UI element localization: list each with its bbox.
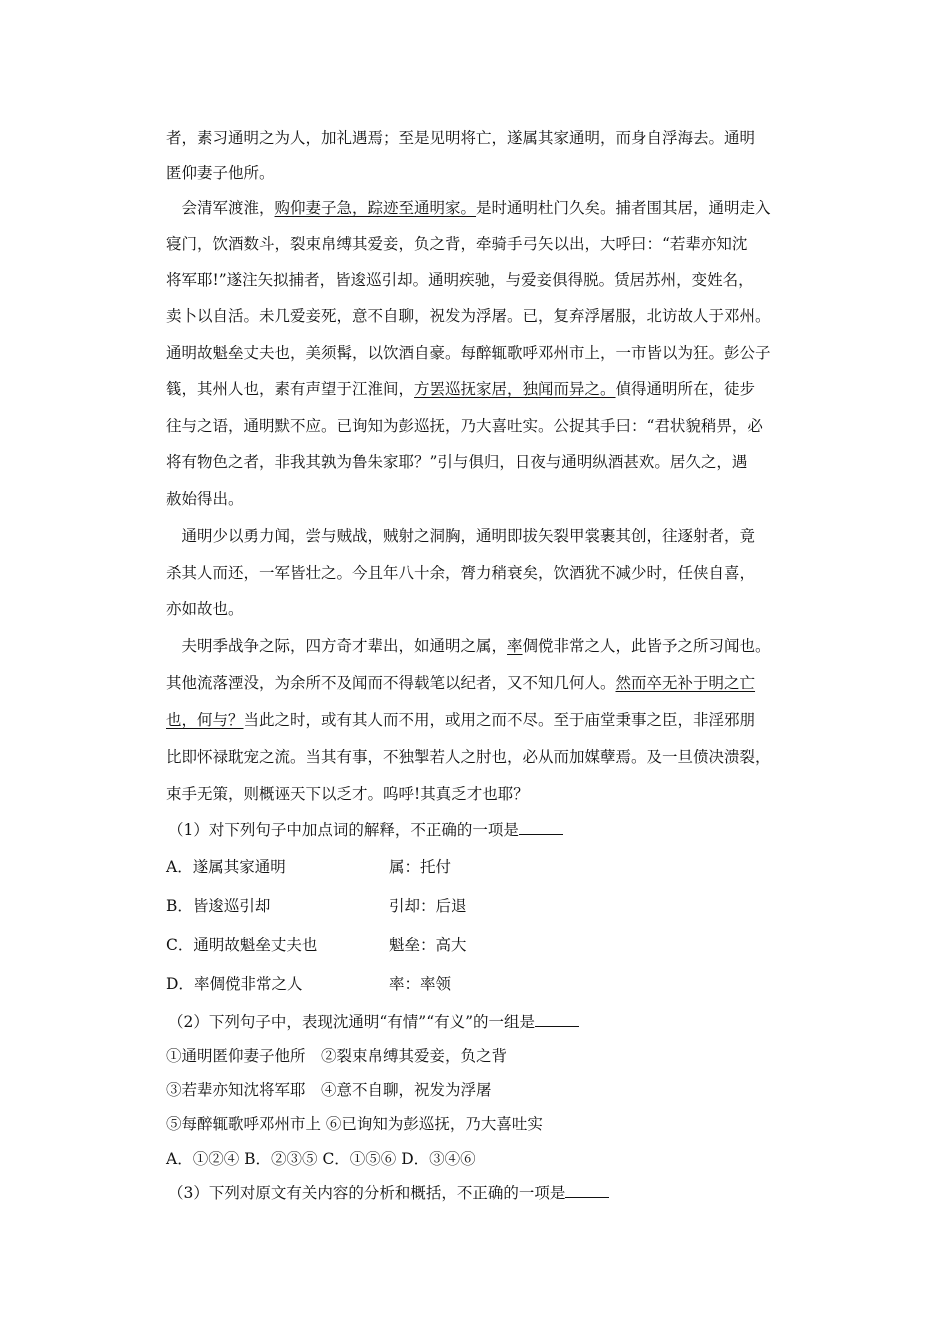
- passage-line: 赦始得出。: [166, 490, 244, 508]
- passage-line: 者，素习通明之为人，加礼遇焉；至是见明将亡，遂属其家通明，而身自浮海去。通明: [166, 129, 756, 147]
- q2-item-line: ③若辈亦知沈将军耶 ④意不自聊，祝发为浮屠: [166, 1081, 492, 1099]
- underlined-sentence: 方罢巡抚家居，独闻而异之。: [414, 380, 616, 398]
- text-segment: 是时通明杜门久矣。捕者围其居，通明走入: [476, 199, 771, 217]
- passage-line: [166, 379, 816, 399]
- text-segment: 夫明季战争之际，四方奇才辈出，如通明之属，: [166, 637, 508, 655]
- passage-line: 匿仰妻子他所。: [166, 164, 275, 182]
- passage-line: 寝门，饮酒数斗，裂束帛缚其爱妾，负之背，牵骑手弓矢以出，大呼曰：“若辈亦知沈: [166, 235, 748, 253]
- text-segment: 倜傥非常之人，此皆予之所习闻也。: [522, 637, 771, 655]
- text-segment: 其他流落湮没，为余所不及闻而不得载笔以纪者，又不知几何人。: [166, 674, 616, 692]
- passage-line: 往与之语，通明默不应。已询知为彭巡抚，乃大喜吐实。公捉其手曰：“君状貌稍畀，必: [166, 417, 763, 435]
- question-2-stem: （2）下列句子中，表现沈通明“有情”“有义”的一组是: [168, 1012, 818, 1032]
- passage-line: [166, 636, 816, 656]
- text-segment: 偵得通明所在，徒步: [615, 380, 756, 398]
- passage-line: [166, 710, 816, 730]
- passage-line: [166, 673, 816, 693]
- question-1-stem: （1）对下列句子中加点词的解释，不正确的一项是: [168, 820, 818, 840]
- underlined-sentence: 购仰妻子急，踪迹至通明家。: [274, 199, 477, 217]
- passage-line: 通明故魁垒丈夫也，美须髯，以饮酒自豪。每醉辄歌呼邓州市上，一市皆以为狂。彭公子: [166, 344, 771, 362]
- text-segment: 篯，其州人也，素有声望于江淮间，: [166, 380, 415, 398]
- underlined-word: 率: [507, 637, 523, 655]
- q1-option-a: A．遂属其家通明: [166, 858, 286, 876]
- text-segment: 当此之时，或有其人而不用，或用之而不尽。至于庙堂秉事之臣，非淫邪朋: [243, 711, 756, 729]
- q2-item-line: ①通明匿仰妻子他所 ②裂束帛缚其爱妾，负之背: [166, 1047, 508, 1065]
- passage-line: 比即怀禄耽宠之流。当其有事，不独掣若人之肘也，必从而加媒孽焉。及一旦偾决溃裂，: [166, 748, 771, 766]
- underlined-sentence: 也，何与？: [166, 711, 244, 729]
- q1-option-a-gloss: 属：托付: [389, 858, 452, 876]
- passage-line: 杀其人而还，一军皆壮之。今且年八十余，膂力稍衰矣，饮酒犹不减少时，任侠自喜，: [166, 564, 756, 582]
- question-3-stem: （3）下列对原文有关内容的分析和概括，不正确的一项是: [168, 1183, 818, 1203]
- text-segment: 会清军渡淮，: [166, 199, 275, 217]
- underlined-sentence: 然而卒无补于明之亡: [615, 674, 756, 692]
- passage-line: 将有物色之者，非我其孰为鲁朱家耶？”引与俱归，日夜与通明纵酒甚欢。居久之，遇: [166, 453, 748, 471]
- passage-line: 卖卜以自活。未几爱妾死，意不自聊，祝发为浮屠。已，复弃浮屠服，北访故人于邓州。: [166, 307, 771, 325]
- passage-line: 束手无策，则概诬天下以乏才。呜呼!其真乏才也耶？: [166, 785, 529, 803]
- answer-blank: [535, 1012, 579, 1027]
- q1-option-b-gloss: 引却：后退: [389, 897, 467, 915]
- passage-line: 通明少以勇力闻，尝与贼战，贼射之洞胸，通明即拔矢裂甲裳裹其创，往逐射者，竟: [166, 527, 756, 545]
- q1-option-b: B．皆逡巡引却: [166, 897, 271, 915]
- q2-item-line: ⑤每醉辄歌呼邓州市上 ⑥已询知为彭巡抚，乃大喜吐实: [166, 1115, 543, 1133]
- q1-option-d: D．率倜傥非常之人: [166, 975, 303, 993]
- q1-option-c-gloss: 魁垒：高大: [389, 936, 467, 954]
- passage-line: 亦如故也。: [166, 600, 244, 618]
- q1-option-c: C．通明故魁垒丈夫也: [166, 936, 318, 954]
- q1-option-d-gloss: 率：率领: [389, 975, 452, 993]
- passage-line: [166, 198, 816, 218]
- answer-blank: [519, 820, 563, 835]
- answer-blank: [565, 1183, 609, 1198]
- passage-line: 将军耶!”遂注矢拟捕者，皆逡巡引却。通明疾驰，与爱妾俱得脱。赁居苏州，变姓名，: [166, 271, 754, 289]
- q2-choices: A．①②④ B．②③⑤ C．①⑤⑥ D．③④⑥: [166, 1150, 476, 1168]
